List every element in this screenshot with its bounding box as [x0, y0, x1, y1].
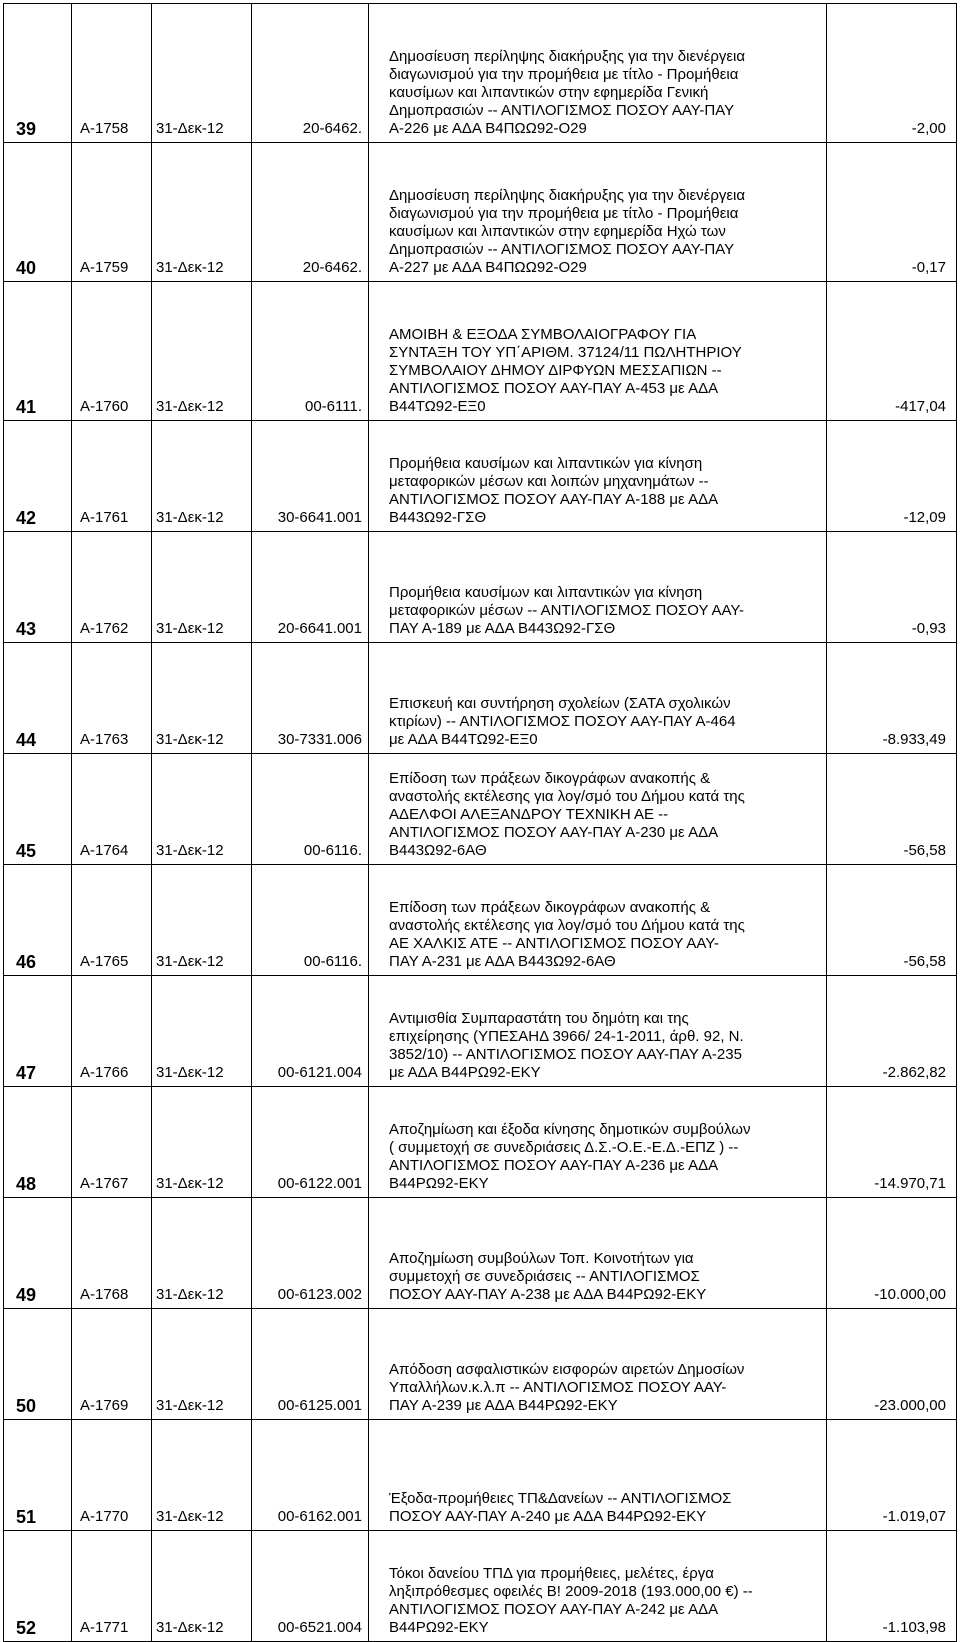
account-code: 00-6162.001	[252, 1420, 369, 1531]
entry-code: Α-1760	[72, 282, 152, 421]
entry-amount: -2,00	[827, 4, 957, 143]
description-line: Δημοσίευση περίληψης διακήρυξης για την διενέργεια	[389, 187, 746, 204]
table-row	[4, 1087, 957, 1198]
description-line: μεταφορικών μέσων και λοιπών μηχανημάτων --	[389, 473, 709, 490]
entry-amount: -0,17	[827, 143, 957, 282]
table-row	[4, 4, 957, 143]
entry-description	[369, 865, 827, 976]
entry-code: Α-1759	[72, 143, 152, 282]
description-line: διαγωνισμού για την προμήθεια με τίτλο - Προμήθεια	[389, 205, 739, 222]
row-number: 50	[4, 1309, 72, 1420]
entry-amount: -10.000,00	[827, 1198, 957, 1309]
description-line: Δημοσίευση περίληψης διακήρυξης για την διενέργεια	[389, 48, 746, 65]
description-line: Αποζημίωση συμβούλων Τοπ. Κοινοτήτων για	[389, 1250, 694, 1267]
description-line: Β44ΡΩ92-ΕΚΥ	[389, 1619, 489, 1636]
account-code: 00-6125.001	[252, 1309, 369, 1420]
entry-code: Α-1761	[72, 421, 152, 532]
entry-description	[369, 1087, 827, 1198]
description-line: Αποζημίωση και έξοδα κίνησης δημοτικών συμβούλων	[389, 1121, 751, 1138]
entry-code: Α-1771	[72, 1531, 152, 1642]
entry-description	[369, 754, 827, 865]
description-line: ΑΝΤΙΛΟΓΙΣΜΟΣ ΠΟΣΟΥ ΑΑΥ-ΠΑΥ Α-230 με ΑΔΑ	[389, 824, 719, 841]
entry-description	[369, 282, 827, 421]
row-number: 39	[4, 4, 72, 143]
entry-amount: -1.103,98	[827, 1531, 957, 1642]
entry-amount: -417,04	[827, 282, 957, 421]
entry-description	[369, 1198, 827, 1309]
table-row	[4, 1309, 957, 1420]
description-line: Δημοπρασιών -- ΑΝΤΙΛΟΓΙΣΜΟΣ ΠΟΣΟΥ ΑΑΥ-ΠΑΥ	[389, 241, 735, 258]
entry-date: 31-Δεκ-12	[152, 643, 252, 754]
description-line: με ΑΔΑ Β44ΡΩ92-ΕΚΥ	[389, 1064, 541, 1081]
entry-date: 31-Δεκ-12	[152, 754, 252, 865]
description-line: ΑΜΟΙΒΗ & ΕΞΟΔΑ ΣΥΜΒΟΛΑΙΟΓΡΑΦΟΥ ΓΙΑ	[389, 326, 697, 343]
entry-code: Α-1764	[72, 754, 152, 865]
entry-description	[369, 532, 827, 643]
description-line: ΠΟΣΟΥ ΑΑΥ-ΠΑΥ Α-240 με ΑΔΑ Β44ΡΩ92-ΕΚΥ	[389, 1508, 707, 1525]
description-line: Β44ΡΩ92-ΕΚΥ	[389, 1175, 489, 1192]
description-line: ληξιπρόθεσμες οφειλές Β! 2009-2018 (193.000,00 €) --	[389, 1583, 753, 1600]
description-line: Α-227 με ΑΔΑ Β4ΠΩΩ92-Ο29	[389, 259, 587, 276]
entry-description	[369, 421, 827, 532]
entry-date: 31-Δεκ-12	[152, 1420, 252, 1531]
description-line: ΠΟΣΟΥ ΑΑΥ-ΠΑΥ Α-238 με ΑΔΑ Β44ΡΩ92-ΕΚΥ	[389, 1286, 707, 1303]
entry-code: Α-1758	[72, 4, 152, 143]
entry-date: 31-Δεκ-12	[152, 282, 252, 421]
entry-code: Α-1765	[72, 865, 152, 976]
table-row	[4, 754, 957, 865]
entry-code: Α-1763	[72, 643, 152, 754]
description-line: ΠΑΥ Α-189 με ΑΔΑ Β443Ω92-ΓΣΘ	[389, 620, 616, 637]
row-number: 52	[4, 1531, 72, 1642]
entry-date: 31-Δεκ-12	[152, 532, 252, 643]
description-line: ( συμμετοχή σε συνεδριάσεις Δ.Σ.-Ο.Ε.-Ε.Δ.-ΕΠΖ ) --	[389, 1139, 739, 1156]
account-code: 00-6121.004	[252, 976, 369, 1087]
entry-date: 31-Δεκ-12	[152, 1087, 252, 1198]
description-line: διαγωνισμού για την προμήθεια με τίτλο - Προμήθεια	[389, 66, 739, 83]
description-line: ΑΝΤΙΛΟΓΙΣΜΟΣ ΠΟΣΟΥ ΑΑΥ-ΠΑΥ Α-453 με ΑΔΑ	[389, 380, 719, 397]
entry-date: 31-Δεκ-12	[152, 1309, 252, 1420]
table-row	[4, 282, 957, 421]
row-number: 43	[4, 532, 72, 643]
entry-description	[369, 4, 827, 143]
entry-amount: -14.970,71	[827, 1087, 957, 1198]
description-line: ΑΕ ΧΑΛΚΙΣ ΑΤΕ -- ΑΝΤΙΛΟΓΙΣΜΟΣ ΠΟΣΟΥ ΑΑΥ-	[389, 935, 719, 952]
table-row	[4, 1420, 957, 1531]
entry-amount: -56,58	[827, 865, 957, 976]
entry-code: Α-1766	[72, 976, 152, 1087]
table-row	[4, 421, 957, 532]
entry-amount: -12,09	[827, 421, 957, 532]
table-row	[4, 865, 957, 976]
entry-code: Α-1769	[72, 1309, 152, 1420]
entry-amount: -0,93	[827, 532, 957, 643]
account-code: 00-6122.001	[252, 1087, 369, 1198]
description-line: Δημοπρασιών -- ΑΝΤΙΛΟΓΙΣΜΟΣ ΠΟΣΟΥ ΑΑΥ-ΠΑΥ	[389, 102, 735, 119]
description-line: Υπαλλήλων.κ.λ.π -- ΑΝΤΙΛΟΓΙΣΜΟΣ ΠΟΣΟΥ ΑΑΥ-	[389, 1379, 727, 1396]
description-line: ΣΥΝΤΑΞΗ ΤΟΥ ΥΠ΄ΑΡΙΘΜ. 37124/11 ΠΩΛΗΤΗΡΙΟΥ	[389, 344, 742, 361]
ledger-table	[3, 3, 957, 1642]
description-line: Β44ΤΩ92-ΕΞ0	[389, 398, 486, 415]
description-line: ΑΝΤΙΛΟΓΙΣΜΟΣ ΠΟΣΟΥ ΑΑΥ-ΠΑΥ Α-188 με ΑΔΑ	[389, 491, 719, 508]
row-number: 49	[4, 1198, 72, 1309]
account-code: 20-6641.001	[252, 532, 369, 643]
account-code: 00-6111.	[252, 282, 369, 421]
entry-date: 31-Δεκ-12	[152, 1531, 252, 1642]
description-line: αναστολής εκτέλεσης για λογ/σμό του Δήμου κατά της	[389, 788, 745, 805]
entry-date: 31-Δεκ-12	[152, 1198, 252, 1309]
description-line: καυσίμων και λιπαντικών στην εφημερίδα Ηχώ των	[389, 223, 726, 240]
account-code: 00-6123.002	[252, 1198, 369, 1309]
description-line: Β443Ω92-ΓΣΘ	[389, 509, 487, 526]
entry-code: Α-1770	[72, 1420, 152, 1531]
description-line: Επισκευή και συντήρηση σχολείων (ΣΑΤΑ σχολικών	[389, 695, 731, 712]
row-number: 42	[4, 421, 72, 532]
row-number: 40	[4, 143, 72, 282]
entry-date: 31-Δεκ-12	[152, 4, 252, 143]
description-line: κτιρίων) -- ΑΝΤΙΛΟΓΙΣΜΟΣ ΠΟΣΟΥ ΑΑΥ-ΠΑΥ Α-464	[389, 713, 736, 730]
description-line: 3852/10) -- ΑΝΤΙΛΟΓΙΣΜΟΣ ΠΟΣΟΥ ΑΑΥ-ΠΑΥ Α-235	[389, 1046, 742, 1063]
description-line: ΠΑΥ Α-231 με ΑΔΑ Β443Ω92-6ΑΘ	[389, 953, 616, 970]
account-code: 00-6116.	[252, 865, 369, 976]
description-line: Επίδοση των πράξεων δικογράφων ανακοπής &	[389, 899, 711, 916]
entry-date: 31-Δεκ-12	[152, 421, 252, 532]
description-line: καυσίμων και λιπαντικών στην εφημερίδα Γενική	[389, 84, 709, 101]
account-code: 00-6521.004	[252, 1531, 369, 1642]
account-code: 30-6641.001	[252, 421, 369, 532]
description-line: Τόκοι δανείου ΤΠΔ για προμήθειες, μελέτες, έργα	[389, 1565, 714, 1582]
table-row	[4, 532, 957, 643]
description-line: ΑΝΤΙΛΟΓΙΣΜΟΣ ΠΟΣΟΥ ΑΑΥ-ΠΑΥ Α-242 με ΑΔΑ	[389, 1601, 719, 1618]
description-line: με ΑΔΑ Β44ΤΩ92-ΕΞ0	[389, 731, 538, 748]
account-code: 30-7331.006	[252, 643, 369, 754]
entry-amount: -2.862,82	[827, 976, 957, 1087]
ledger-rows	[4, 4, 957, 1642]
description-line: Επίδοση των πράξεων δικογράφων ανακοπής &	[389, 770, 711, 787]
table-row	[4, 143, 957, 282]
row-number: 45	[4, 754, 72, 865]
table-row	[4, 976, 957, 1087]
row-number: 48	[4, 1087, 72, 1198]
row-number: 41	[4, 282, 72, 421]
entry-description	[369, 143, 827, 282]
table-row	[4, 1198, 957, 1309]
entry-date: 31-Δεκ-12	[152, 865, 252, 976]
entry-description	[369, 1420, 827, 1531]
account-code: 00-6116.	[252, 754, 369, 865]
description-line: επιχείρησης (ΥΠΕΣΑΗΔ 3966/ 24-1-2011, άρθ. 92, Ν.	[389, 1028, 744, 1045]
description-line: Απόδοση ασφαλιστικών εισφορών αιρετών Δημοσίων	[389, 1361, 745, 1378]
entry-description	[369, 1309, 827, 1420]
entry-amount: -56,58	[827, 754, 957, 865]
description-line: Προμήθεια καυσίμων και λιπαντικών για κίνηση	[389, 584, 703, 601]
description-line: ΠΑΥ Α-239 με ΑΔΑ Β44ΡΩ92-ΕΚΥ	[389, 1397, 618, 1414]
entry-code: Α-1768	[72, 1198, 152, 1309]
description-line: ΣΥΜΒΟΛΑΙΟΥ ΔΗΜΟΥ ΔΙΡΦΥΩΝ ΜΕΣΣΑΠΙΩΝ --	[389, 362, 722, 379]
table-row	[4, 1531, 957, 1642]
row-number: 47	[4, 976, 72, 1087]
entry-code: Α-1767	[72, 1087, 152, 1198]
description-line: Β443Ω92-6ΑΘ	[389, 842, 487, 859]
description-line: ΑΝΤΙΛΟΓΙΣΜΟΣ ΠΟΣΟΥ ΑΑΥ-ΠΑΥ Α-236 με ΑΔΑ	[389, 1157, 719, 1174]
description-line: αναστολής εκτέλεσης για λογ/σμό του Δήμου κατά της	[389, 917, 745, 934]
row-number: 46	[4, 865, 72, 976]
table-row	[4, 643, 957, 754]
description-line: Α-226 με ΑΔΑ Β4ΠΩΩ92-Ο29	[389, 120, 587, 137]
entry-amount: -8.933,49	[827, 643, 957, 754]
description-line: συμμετοχή σε συνεδριάσεις -- ΑΝΤΙΛΟΓΙΣΜΟΣ	[389, 1268, 700, 1285]
entry-code: Α-1762	[72, 532, 152, 643]
account-code: 20-6462.	[252, 143, 369, 282]
entry-date: 31-Δεκ-12	[152, 143, 252, 282]
entry-description	[369, 643, 827, 754]
row-number: 51	[4, 1420, 72, 1531]
description-line: Έξοδα-προμήθειες ΤΠ&Δανείων -- ΑΝΤΙΛΟΓΙΣΜΟΣ	[389, 1490, 732, 1507]
entry-date: 31-Δεκ-12	[152, 976, 252, 1087]
row-number: 44	[4, 643, 72, 754]
entry-description	[369, 976, 827, 1087]
description-line: Αντιμισθία Συμπαραστάτη του δημότη και της	[389, 1010, 689, 1027]
description-line: ΑΔΕΛΦΟΙ ΑΛΕΞΑΝΔΡΟΥ ΤΕΧΝΙΚΗ ΑΕ --	[389, 806, 669, 823]
description-line: Προμήθεια καυσίμων και λιπαντικών για κίνηση	[389, 455, 703, 472]
entry-description	[369, 1531, 827, 1642]
entry-amount: -23.000,00	[827, 1309, 957, 1420]
entry-amount: -1.019,07	[827, 1420, 957, 1531]
description-line: μεταφορικών μέσων -- ΑΝΤΙΛΟΓΙΣΜΟΣ ΠΟΣΟΥ ΑΑΥ-	[389, 602, 745, 619]
account-code: 20-6462.	[252, 4, 369, 143]
